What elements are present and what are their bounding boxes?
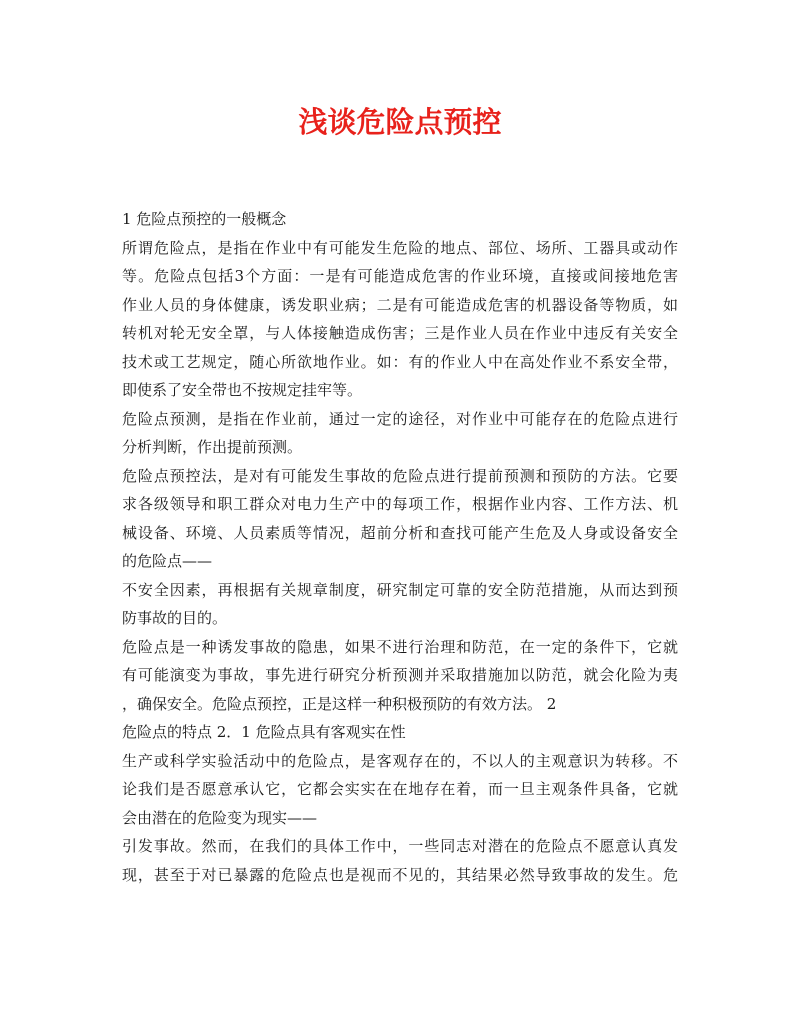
text-line: 的危险点——: [122, 552, 213, 570]
text-line: 防事故的目的。: [122, 609, 228, 627]
text-line: 危险点预控法，是对有可能发生事故的危险点进行提前预测和预防的方法。它要: [122, 466, 678, 485]
text-line: 危险点预测，是指在作业前，通过一定的途径，对作业中可能存在的危险点进行: [122, 409, 678, 428]
text-line: 1 危险点预控的一般概念: [122, 210, 287, 228]
text-line: 技术或工艺规定，随心所欲地作业。如：有的作业人中在高处作业不系安全带，: [122, 352, 678, 371]
text-line: 作业人员的身体健康，诱发职业病；二是有可能造成危害的机器设备等物质，如: [122, 295, 678, 314]
text-line: 转机对轮无安全罩，与人体接触造成伤害；三是作业人员在作业中违反有关安全: [122, 324, 678, 342]
text-line: 所谓危险点，是指在作业中有可能发生危险的地点、部位、场所、工器具或动作: [122, 238, 678, 257]
text-line: 现，甚至于对已暴露的危险点也是视而不见的，其结果必然导致事故的发生。危: [122, 865, 678, 884]
text-line: 不安全因素，再根据有关规章制度，研究制定可靠的安全防范措施，从而达到预: [122, 580, 678, 599]
text-line: 生产或科学实验活动中的危险点，是客观存在的，不以人的主观意识为转移。不: [122, 751, 678, 770]
text-line: 等。危险点包括3个方面：一是有可能造成危害的作业环境，直接或间接地危害: [122, 267, 678, 285]
text-line: 即使系了安全带也不按规定挂牢等。: [122, 381, 363, 399]
text-line: 危险点的特点 2．1 危险点具有客观实在性: [122, 723, 406, 741]
text-line: 会由潜在的危险变为现实——: [122, 808, 318, 827]
text-line: 论我们是否愿意承认它，它都会实实在在地存在着，而一旦主观条件具备，它就: [122, 780, 678, 798]
text-line: 引发事故。然而，在我们的具体工作中，一些同志对潜在的危险点不愿意认真发: [122, 837, 678, 855]
text-line: 分析判断，作出提前预测。: [122, 438, 303, 456]
text-line: 危险点是一种诱发事故的隐患，如果不进行治理和防范，在一定的条件下，它就: [122, 637, 678, 656]
text-line: 有可能演变为事故，事先进行研究分析预测并采取措施加以防范，就会化险为夷: [122, 666, 678, 684]
page-title: 浅谈危险点预控: [298, 105, 502, 139]
text-line: 械设备、环境、人员素质等情况，超前分析和查找可能产生危及人身或设备安全: [122, 523, 678, 542]
document-body: [122, 205, 678, 889]
text-line: 求各级领导和职工群众对电力生产中的每项工作，根据作业内容、工作方法、机: [122, 495, 678, 513]
text-line: ，确保安全。危险点预控，正是这样一种积极预防的有效方法。 2: [122, 694, 557, 713]
